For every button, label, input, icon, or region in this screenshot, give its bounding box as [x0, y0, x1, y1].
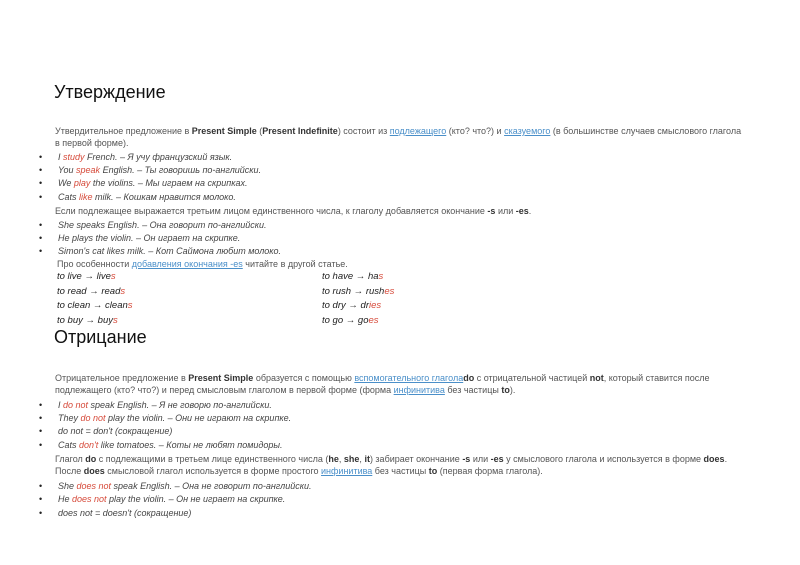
ending-es: -es — [490, 454, 504, 464]
link-infinitive[interactable]: инфинитива — [393, 385, 445, 395]
list-item — [58, 232, 240, 244]
intro-text: без частицы — [444, 385, 502, 395]
example-rest: milk. – Кошкам нравится молоко. — [92, 192, 236, 202]
example-verb: don't — [79, 440, 99, 450]
example-subject: We — [58, 178, 74, 188]
verb-suffix: s — [120, 285, 126, 297]
heading-negation: Отрицание — [54, 327, 147, 347]
term-present-indefinite: Present Indefinite — [262, 126, 338, 136]
example-rest: play the violin. – Он не играет на скрипке. — [106, 494, 286, 504]
example-subject: You — [58, 165, 77, 175]
list-item — [58, 245, 281, 257]
verb-form-left — [57, 299, 133, 314]
intro-text: ) состоит из — [337, 126, 390, 136]
ending-s: -s — [462, 454, 471, 464]
term-present-simple: Present Simple — [191, 126, 257, 136]
example-rest: the violins. – Мы играем на скрипках. — [90, 178, 248, 188]
example-subject: He — [58, 233, 73, 243]
intro-text: Отрицательное предложение в — [55, 373, 189, 383]
verb-forms-table — [57, 270, 477, 328]
intro-text: образуется с помощью — [253, 373, 355, 383]
example-rest: speak English. – Я не говорю по-английски. — [88, 400, 272, 410]
example-rest: English. – Она говорит по-английски. — [105, 220, 267, 230]
rule-text: смысловой глагол используется в форме простого — [104, 466, 322, 476]
verb-forms-row — [57, 314, 477, 329]
example-rest: play the violin. – Они не играют на скрипке. — [105, 413, 292, 423]
example-subject: He — [58, 494, 73, 504]
verb-base: to rush → rush — [322, 285, 385, 297]
example-verb: likes — [106, 246, 125, 256]
verb-form-left — [57, 314, 118, 329]
term-not: not — [589, 373, 604, 383]
intro-text: (кто? что?) и — [446, 126, 505, 136]
verb-base: to have → ha — [322, 271, 379, 282]
example-verb: does not — [72, 494, 107, 504]
verb-form-right — [322, 285, 394, 300]
term-does: does — [83, 466, 105, 476]
contraction-note: do not = don't (сокращение) — [58, 426, 173, 436]
example-subject: Simon's cat — [58, 246, 107, 256]
example-verb: speak — [76, 165, 101, 175]
intro-text: , который ставится после подлежащего (кто? что?) и перед смысловым глаголом в первой форме (форма — [55, 373, 710, 395]
example-subject: Cats — [58, 192, 80, 202]
intro-text: Утвердительное предложение в — [55, 126, 192, 136]
list-item — [58, 399, 272, 411]
link-es-rules[interactable]: добавления окончания -es — [131, 259, 243, 269]
term-do: do — [463, 373, 475, 383]
verb-suffix: s — [110, 271, 116, 282]
ending-s: -s — [487, 206, 496, 216]
term-to: to — [428, 466, 438, 476]
affirmation-intro — [55, 125, 745, 149]
rule-text: без частицы — [372, 466, 429, 476]
verb-base: to go → go — [322, 314, 369, 326]
example-verb: like — [79, 192, 93, 202]
example-subject: I — [58, 152, 64, 162]
example-rest: English. – Ты говоришь по-английски. — [100, 165, 262, 175]
list-item — [58, 507, 191, 519]
list-item — [58, 151, 232, 163]
verb-forms-row — [57, 299, 477, 314]
verb-suffix: ies — [369, 300, 382, 311]
term-she: she — [343, 454, 360, 464]
example-subject: I — [58, 400, 64, 410]
example-subject: She — [58, 220, 77, 230]
example-rest: milk. – Кот Саймона любит молоко. — [124, 246, 282, 256]
example-verb: do not — [63, 400, 89, 410]
rule-text: у смыслового глагола и используется в форме — [503, 454, 704, 464]
term-he: he — [328, 454, 339, 464]
term-do: do — [85, 454, 97, 464]
verb-forms-row — [57, 285, 477, 300]
verb-base: to dry → dr — [322, 300, 369, 311]
list-item — [58, 493, 285, 505]
verb-suffix: s — [378, 271, 384, 282]
verb-suffix: s — [112, 314, 118, 326]
rule-text: Если подлежащее выражается третьим лицом единственного числа, к глаголу добавляется окончание — [55, 206, 488, 216]
rule-text: . После — [55, 454, 728, 476]
list-item — [58, 425, 172, 437]
verb-base: to read → read — [57, 285, 121, 297]
example-rest: speak English. – Она не говорит по-английски. — [111, 481, 312, 491]
example-subject: They — [58, 413, 81, 423]
intro-text: ( — [256, 126, 263, 136]
list-item — [58, 219, 266, 231]
verb-forms-row — [57, 270, 477, 285]
intro-text: с отрицательной частицей — [474, 373, 590, 383]
rule-text: (первая форма глагола). — [437, 466, 543, 476]
contraction-note: does not = doesn't (сокращение) — [58, 508, 192, 518]
list-item — [58, 164, 261, 176]
example-verb: plays — [72, 233, 94, 243]
example-rest: like tomatoes. – Коты не любят помидоры. — [98, 440, 283, 450]
example-verb: speaks — [76, 220, 106, 230]
verb-suffix: s — [127, 300, 133, 311]
example-rest: the violin. – Он играет на скрипке. — [93, 233, 241, 243]
rule-text: . — [528, 206, 532, 216]
rule-text: или — [470, 454, 491, 464]
verb-form-left — [57, 270, 116, 285]
term-present-simple: Present Simple — [188, 373, 254, 383]
term-it: it — [364, 454, 370, 464]
does-rule — [55, 453, 745, 477]
heading-affirmation: Утверждение — [54, 82, 166, 102]
example-verb: play — [73, 178, 91, 188]
link-predicate[interactable]: сказуемого — [504, 126, 551, 136]
rule-text: , — [338, 454, 344, 464]
example-rest: French. – Я учу французский язык. — [84, 152, 233, 162]
note-text: читайте в другой статье. — [242, 259, 348, 269]
intro-text: ). — [509, 385, 516, 395]
ending-es: -es — [515, 206, 529, 216]
example-verb: study — [63, 152, 85, 162]
term-to: to — [501, 385, 510, 395]
verb-suffix: es — [384, 285, 395, 297]
verb-suffix: es — [368, 314, 379, 326]
list-item — [58, 177, 247, 189]
link-infinitive[interactable]: инфинитива — [321, 466, 373, 476]
verb-base: to live → live — [57, 271, 111, 282]
example-verb: does not — [76, 481, 112, 491]
note-text: Про особенности — [57, 259, 132, 269]
verb-base: to buy → buy — [57, 314, 113, 326]
list-item — [58, 439, 283, 451]
list-item — [58, 412, 291, 424]
negation-intro — [55, 372, 745, 396]
link-subject[interactable]: подлежащего — [389, 126, 447, 136]
verb-form-right — [322, 299, 381, 314]
verb-form-right — [322, 314, 379, 329]
rule-text: или — [495, 206, 516, 216]
example-subject: Cats — [58, 440, 80, 450]
intro-text: (в большинстве случаев смыслового глагола в первой форме). — [55, 126, 742, 148]
verb-form-left — [57, 285, 125, 300]
verb-form-right — [322, 270, 383, 285]
example-verb: do not — [80, 413, 106, 423]
rule-text: ) забирает окончание — [369, 454, 463, 464]
rule-text: Глагол — [55, 454, 86, 464]
rule-text: с подлежащими в третьем лице единственного числа ( — [96, 454, 329, 464]
link-auxiliary-verb[interactable]: вспомогательного глагола — [354, 373, 464, 383]
rule-text: , — [359, 454, 365, 464]
verb-base: to clean → clean — [57, 300, 128, 311]
term-does: does — [703, 454, 725, 464]
list-item — [58, 480, 311, 492]
example-subject: She — [58, 481, 77, 491]
es-rules-note — [57, 258, 747, 270]
third-person-rule — [55, 205, 745, 217]
list-item — [58, 191, 236, 203]
